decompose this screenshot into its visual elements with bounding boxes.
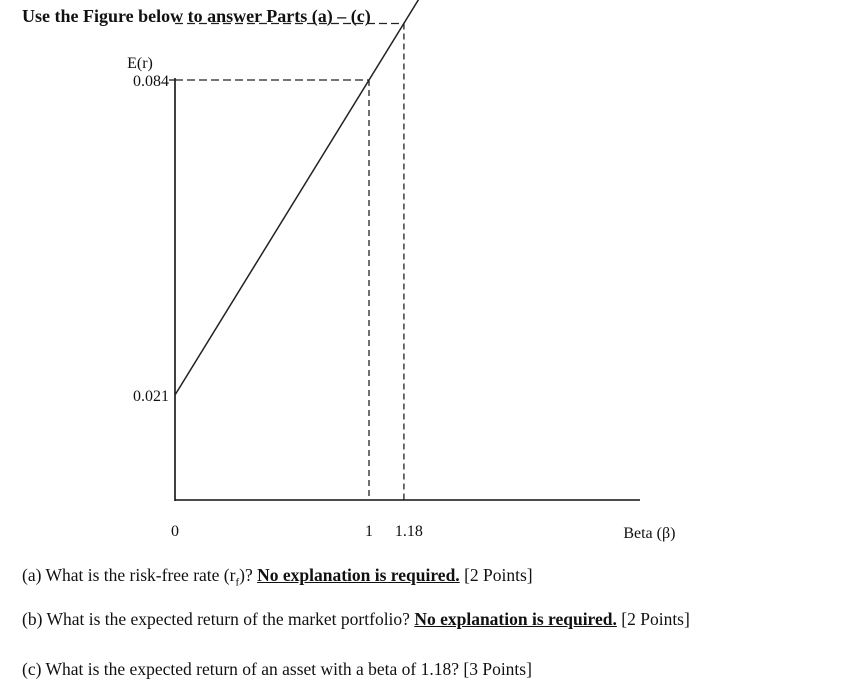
y-tick-label: 0.084 xyxy=(133,73,169,90)
no-explanation-note: No explanation is required. xyxy=(257,565,460,585)
no-explanation-note: No explanation is required. xyxy=(414,609,617,629)
sml-line xyxy=(175,0,679,395)
question-b: (b) What is the expected return of the market portfolio? No explanation is required. [2 Points] xyxy=(22,609,690,629)
x-tick-label: 1.18 xyxy=(394,523,423,540)
x-tick-label: 1 xyxy=(365,523,373,540)
question-c: (c) What is the expected return of an asset with a beta of 1.18? [3 Points] xyxy=(22,659,532,679)
instruction-heading: Use the Figure below to answer Parts (a) – (c) xyxy=(22,6,371,26)
x-axis-label: Beta (β) xyxy=(623,525,676,542)
y-axis-label: E(r) xyxy=(127,55,153,72)
x-tick-label: 0 xyxy=(171,523,179,540)
question-a: (a) What is the risk-free rate $(r_f)$? No explanation is required. [2 Points] xyxy=(22,565,533,589)
y-tick-label: 0.021 xyxy=(133,388,169,405)
